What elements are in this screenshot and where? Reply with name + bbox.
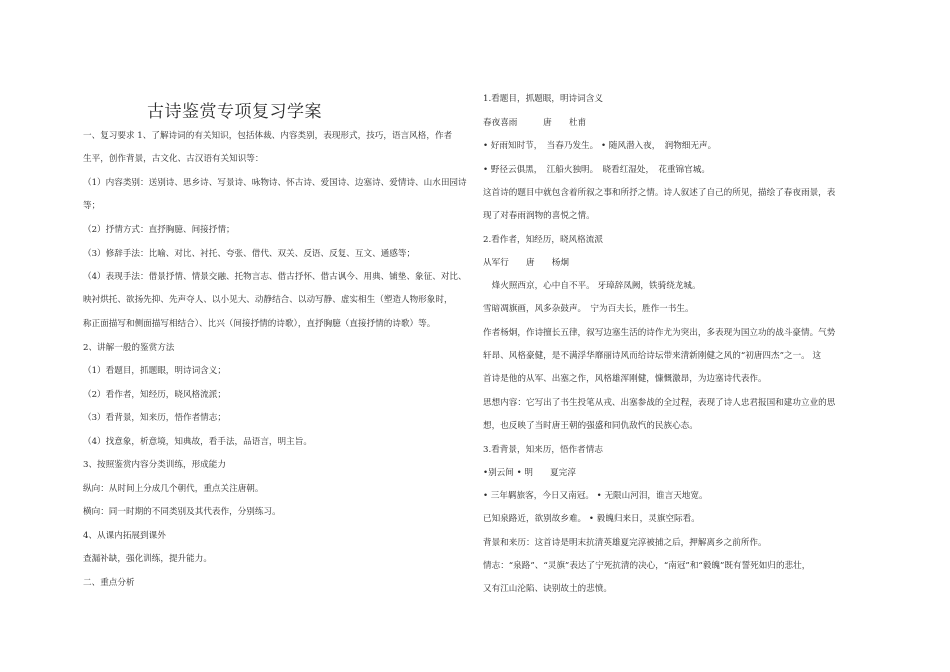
text-line: （2）看作者，知经历，晓风格流派；	[83, 390, 226, 400]
poem-title: •别云间 • 明 夏完淳	[483, 468, 576, 478]
text-line: 纵向：从时间上分成几个朝代，重点关注唐朝。	[83, 484, 264, 494]
text-line: （2）抒情方式：直抒胸臆、间接抒情；	[83, 225, 235, 235]
text-line: 又有江山沦陷、诀别故土的悲愤。	[483, 584, 612, 594]
text-line: 情志：“泉路”、“灵旗”表达了宁死抗清的决心，“南冠”和“毅魄”既有誓死如归的悲壮，	[483, 561, 811, 571]
text-line: （1）内容类别：送别诗、思乡诗、写景诗、咏物诗、怀古诗、爱国诗、边塞诗、爱情诗、山水田园诗	[83, 178, 467, 188]
text-line: 轩昂、风格豪健，是不满浮华靡丽诗风而给诗坛带来清新刚健之风的“初唐四杰”之一。 这	[483, 351, 822, 361]
text-line: 横向：同一时期的不同类别及其代表作，分别练习。	[83, 507, 281, 517]
poem-line: • 野径云俱黑， 江船火独明。 晓看红湿处， 花重锦官城。	[483, 165, 710, 175]
text-line: （4）找意象，析意境，知典故，看手法，品语言，明主旨。	[83, 437, 312, 447]
text-line: 查漏补缺，强化训练，提升能力。	[83, 554, 212, 564]
section-heading: 4、从课内拓展到课外	[83, 531, 166, 541]
poem-line: 已知泉路近，欲别故乡难。 • 毅魄归来日，灵旗空际看。	[483, 514, 700, 524]
text-line: 背景和来历：这首诗是明末抗清英雄夏完淳被捕之后，押解离乡之前所作。	[483, 538, 767, 548]
section-heading: 3.看背景，知来历，悟作者情志	[483, 445, 603, 455]
text-line: 思想内容：它写出了书生投笔从戎、出塞参战的全过程，表现了诗人忠君报国和建功立业的思	[483, 398, 836, 408]
document-title: 古诗鉴赏专项复习学案	[147, 102, 322, 122]
text-line: （3）修辞手法：比喻、对比、衬托、夸张、借代、双关、反语、反复、互文、通感等；	[83, 249, 416, 259]
poem-line: 烽火照西京，心中自不平。 牙璋辞凤阙，铁骑绕龙城。	[483, 281, 701, 291]
text-line: 作者杨炯，作诗擅长五律，叙写边塞生活的诗作尤为突出，多表现为国立功的战斗豪情。气势	[483, 328, 836, 338]
section-heading: 1.看题目，抓题眼，明诗词含义	[483, 94, 603, 104]
text-line: 等；	[83, 201, 101, 211]
poem-line: • 三年羁旅客，今日又南冠。 • 无限山河泪，谁言天地宽。	[483, 491, 708, 501]
text-line: （1）看题目，抓题眼，明诗词含义；	[83, 366, 226, 376]
right-column	[475, 0, 950, 672]
text-line: 映衬烘托、欲扬先抑、先声夺人、以小见大、动静结合、以动写静、虚实相生（塑造人物形象时，	[83, 295, 453, 305]
text-line: 想，也反映了当时唐王朝的强盛和同仇敌忾的民族心态。	[483, 421, 698, 431]
text-line: 首诗是他的从军、出塞之作，风格雄浑刚健，慷慨激昂，为边塞诗代表作。	[483, 374, 767, 384]
section-heading: 3、按照鉴赏内容分类训练，形成能力	[83, 460, 226, 470]
section-heading: 2.看作者，知经历，晓风格流派	[483, 235, 603, 245]
poem-line: • 好雨知时节， 当春乃发生。 • 随风潜入夜， 润物细无声。	[483, 141, 717, 151]
section-heading: 二、重点分析	[83, 578, 135, 588]
poem-title: 从军行 唐 杨炯	[483, 258, 569, 268]
text-line: 称正面描写和侧面描写相结合）、比兴（间接抒情的诗歌），直抒胸臆（直接抒情的诗歌）等。	[83, 319, 436, 329]
text-line: （3）看背景，知来历，悟作者情志；	[83, 413, 226, 423]
text-line: （4）表现手法：借景抒情、情景交融、托物言志、借古抒怀、借古讽今、用典、铺垫、象征、对比、	[83, 272, 467, 282]
text-line: 现了对春雨润物的喜悦之情。	[483, 211, 595, 221]
section-heading: 2、讲解一般的鉴赏方法	[83, 343, 175, 353]
text-line: 一、复习要求 1、了解诗词的有关知识，包括体裁、内容类别，表现形式，技巧，语言风格，作者	[83, 131, 453, 141]
poem-title: 春夜喜雨 唐 杜甫	[483, 118, 587, 128]
poem-line: 雪暗凋旗画，风多杂鼓声。 宁为百夫长，胜作一书生。	[483, 304, 694, 314]
text-line: 生平，创作背景，古文化、古汉语有关知识等：	[83, 154, 264, 164]
text-line: 这首诗的题目中就包含着所叙之事和所抒之情。诗人叙述了自己的所见，描绘了春夜雨景，表	[483, 188, 836, 198]
